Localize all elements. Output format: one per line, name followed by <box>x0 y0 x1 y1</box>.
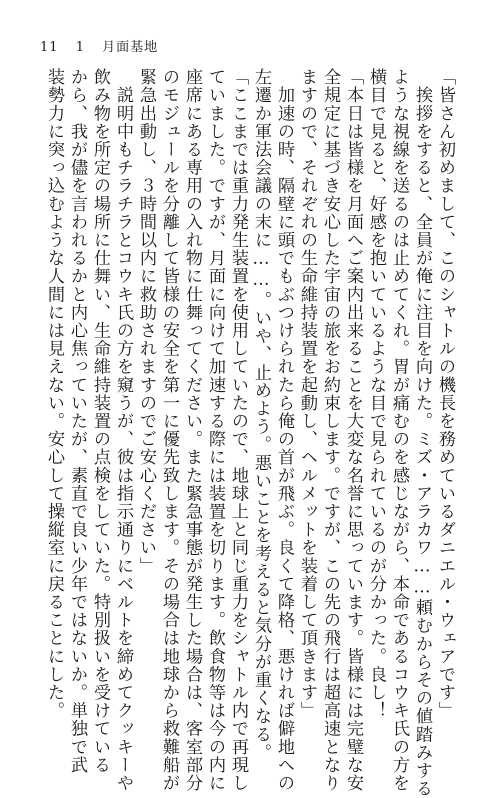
chapter-number: 1 <box>75 40 85 55</box>
text-line: 説明中もチラチラとコウキ氏の方を窺うが、彼は指示通りにベルトを締めてクッキーや <box>113 68 133 792</box>
text-line: のモジュールを分離して皆様の安全を第一に優先致します。その場合は地球から救難船が <box>159 68 179 792</box>
text-line: 左遷か軍法会議の末に……。いや、止めよう。悪いことを考えると気分が重くなる。 <box>251 68 271 762</box>
text-line: 「ここまでは重力発生装置を使用していたので、地球上と同じ重力をシャトル内で再現し <box>228 68 248 792</box>
text-line: 加速の時、隔壁に頭でもぶつけられたら俺の首が飛ぶ。良くて降格、悪ければ僻地への <box>274 68 294 792</box>
text-line: 座席にある専用の入れ物に仕舞ってください。また緊急事態が発生した場合は、客室部分 <box>182 68 202 792</box>
page-number: 11 <box>40 40 59 55</box>
running-header <box>40 36 170 55</box>
text-line: ますので、それぞれの生命維持装置を起動し、ヘルメットを装着して頂きます」 <box>297 68 317 720</box>
text-line: 「本日は皆様を月面へご案内出来ることを大変な名誉に思っています。皆様には完璧な安 <box>343 68 363 792</box>
text-line: 「皆さん初めまして、このシャトルの機長を務めているダニエル・ウェアです」 <box>435 68 455 720</box>
text-line: 緊急出動し、３時間以内に救助されますのでご安心ください」 <box>136 68 156 575</box>
text-line: 装勢力に突っ込むような人間には見えない。安心して操縦室に戻ることにした。 <box>44 68 64 720</box>
text-line: 挨拶をすると、全員が俺に注目を向けた。ミズ・アラカワ……頼むからその値踏みする <box>412 68 432 798</box>
text-line: から、我が儘を言われるかと内心焦っていたが、素直で良い少年ではないか。単独で武 <box>67 68 87 774</box>
text-line: ていました。ですが、月面に向けて加速する際には装置を切ります。飲食物等は今の内に <box>205 68 225 792</box>
text-line: ような視線を送るのは止めてくれ。胃が痛むのを感じながら、本命であるコウキ氏の方を <box>389 68 409 792</box>
text-line: 横目で見ると、好感を抱いているような目で見られているのが分かった。良し！ <box>366 68 386 720</box>
text-line: 全規定に基づき安心した宇宙の旅をお約束します。ですが、この先の飛行は超高速となり <box>320 68 340 792</box>
text-line: 飲み物を所定の場所に仕舞い、生命維持装置の点検をしていた。特別扱いを受けている <box>90 68 110 774</box>
body-text <box>42 68 456 798</box>
chapter-title: 月面基地 <box>102 40 159 55</box>
